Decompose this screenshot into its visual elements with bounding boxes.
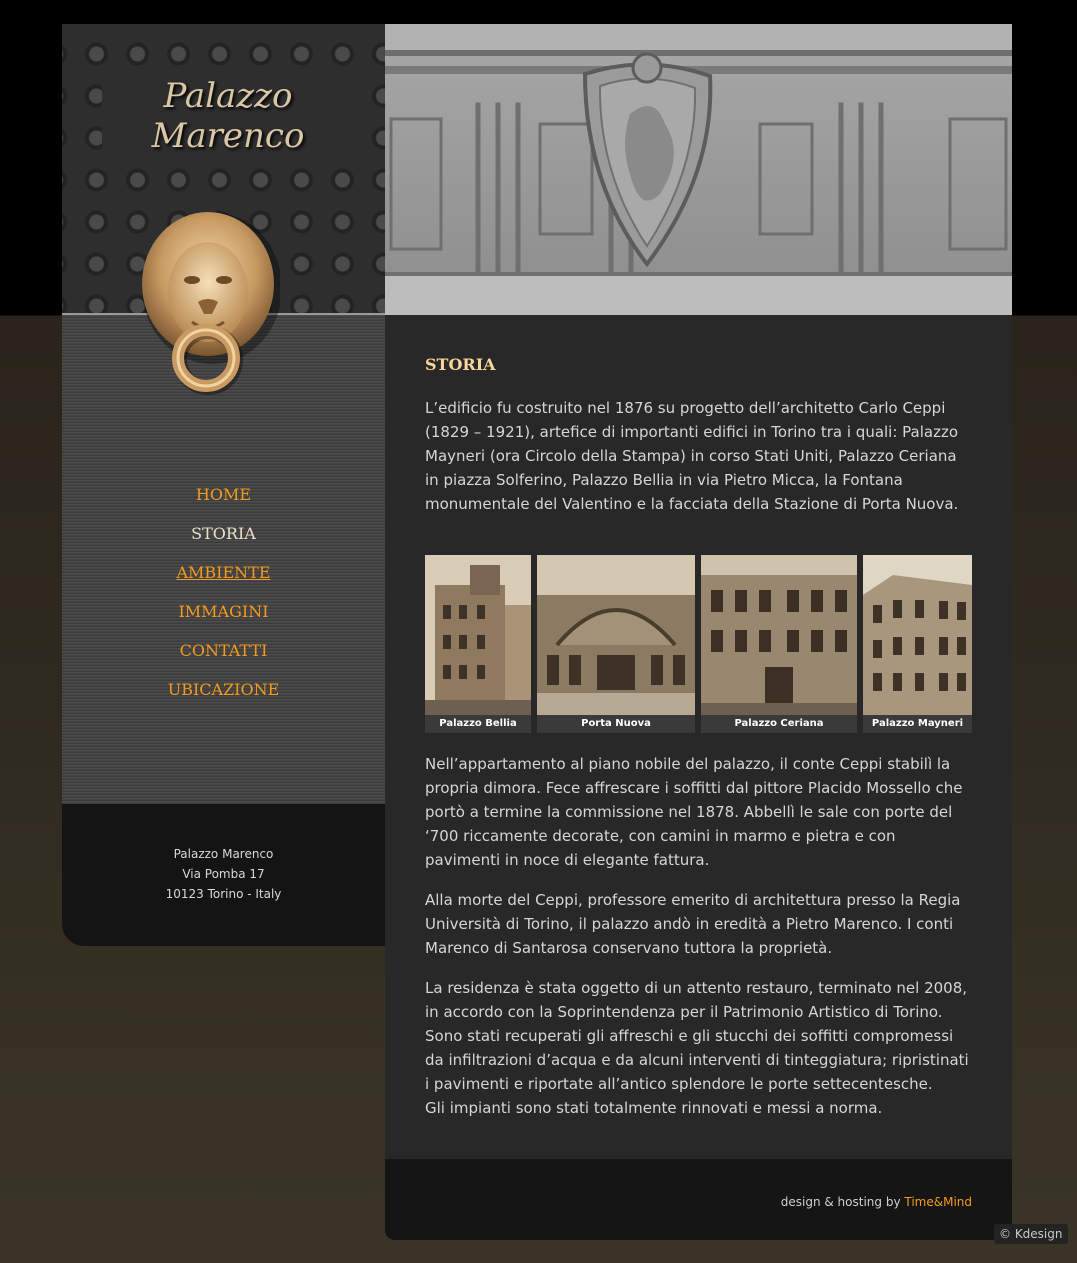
photo-caption-ceriana: Palazzo Ceriana [701, 715, 857, 733]
nav-ambiente[interactable] [62, 562, 385, 601]
paragraph-2: Nell’appartamento al piano nobile del palazzo, il conte Ceppi stabilì la propria dimora. Fece affrescare i soffitti dal pittore Placido Mossello che portò a termine la commissione nel 1878. Abbellì le sale con porte del ‘700 riccamente decorate, con camini in marmo e pietra e con pavimenti in noce di elegante fattura. [425, 755, 963, 869]
photo-strip [425, 555, 972, 733]
nav-contatti[interactable] [62, 640, 385, 679]
photo-caption-porta-nuova: Porta Nuova [537, 715, 695, 733]
site-logo[interactable] [102, 76, 354, 156]
address-panel [62, 804, 385, 946]
address-city: 10123 Torino - Italy [165, 887, 282, 901]
photo-palazzo-ceriana [701, 555, 857, 733]
header-relief-image [385, 24, 1012, 315]
photo-caption-bellia: Palazzo Bellia [425, 715, 531, 733]
address-street: Via Pomba 17 [182, 867, 265, 881]
footer-credit-link[interactable]: Time&Mind [904, 1195, 972, 1209]
address [62, 844, 385, 904]
footer [385, 1159, 1012, 1240]
nav-contatti-label[interactable]: CONTATTI [179, 641, 268, 660]
logo-line-1: Palazzo [163, 76, 293, 116]
palazzo-ceriana-image [701, 555, 857, 715]
footer-credit-prefix: design & hosting by [780, 1195, 905, 1209]
photo-palazzo-mayneri [863, 555, 972, 733]
palazzo-mayneri-image [863, 555, 972, 715]
nav-storia-label[interactable]: STORIA [191, 524, 256, 543]
nav-immagini[interactable] [62, 601, 385, 640]
nav-immagini-label[interactable]: IMMAGINI [178, 602, 269, 621]
palazzo-bellia-image [425, 555, 531, 715]
nav-ubicazione-label[interactable]: UBICAZIONE [167, 680, 280, 699]
paragraph-4 [425, 976, 975, 1120]
paragraph-4-main: La residenza è stata oggetto di un attento restauro, terminato nel 2008, in accordo con la Soprintendenza per il Patrimonio Artistico di Torino. Sono stati recuperati gli affreschi e gli stucchi dei soffitti compromessi da infiltrazioni d’acqua e da alcuni interventi di tinteggiatura; ripristinati i pavimenti e riportate all’antico splendore le porte settecentesche. [425, 979, 969, 1093]
nav-ambiente-label[interactable]: AMBIENTE [176, 563, 271, 582]
page-title: STORIA [425, 355, 496, 374]
main-nav [62, 484, 385, 718]
photo-porta-nuova [537, 555, 695, 733]
paragraph-3: Alla morte del Ceppi, professore emerito di architettura presso la Regia Università di Torino, il palazzo andò in eredità a Pietro Marenco. I conti Marenco di Santarosa conservano tuttora la proprietà. [425, 891, 961, 957]
photo-palazzo-bellia [425, 555, 531, 733]
main-content [385, 315, 1012, 1159]
lion-knocker-icon [140, 210, 280, 420]
nav-home-label[interactable]: HOME [195, 485, 252, 504]
kdesign-watermark: © Kdesign [994, 1224, 1068, 1244]
paragraph-4-end: Gli impianti sono stati totalmente rinnovati e messi a norma. [425, 1099, 883, 1117]
address-name: Palazzo Marenco [173, 847, 274, 861]
nav-storia[interactable] [62, 523, 385, 562]
nav-ubicazione[interactable] [62, 679, 385, 718]
nav-home[interactable] [62, 484, 385, 523]
intro-paragraph: L’edificio fu costruito nel 1876 su progetto dell’architetto Carlo Ceppi (1829 – 1921), artefice di importanti edifici in Torino tra i quali: Palazzo Mayneri (ora Circolo della Stampa) in corso Stati Uniti, Palazzo Ceriana in piazza Solferino, Palazzo Bellia in via Pietro Micca, la Fontana monumentale del Valentino e la facciata della Stazione di Porta Nuova. [425, 399, 959, 513]
footer-credit [781, 1195, 972, 1209]
photo-caption-mayneri: Palazzo Mayneri [863, 715, 972, 733]
logo-line-2: Marenco [151, 116, 305, 156]
sidebar [62, 24, 385, 946]
porta-nuova-image [537, 555, 695, 715]
